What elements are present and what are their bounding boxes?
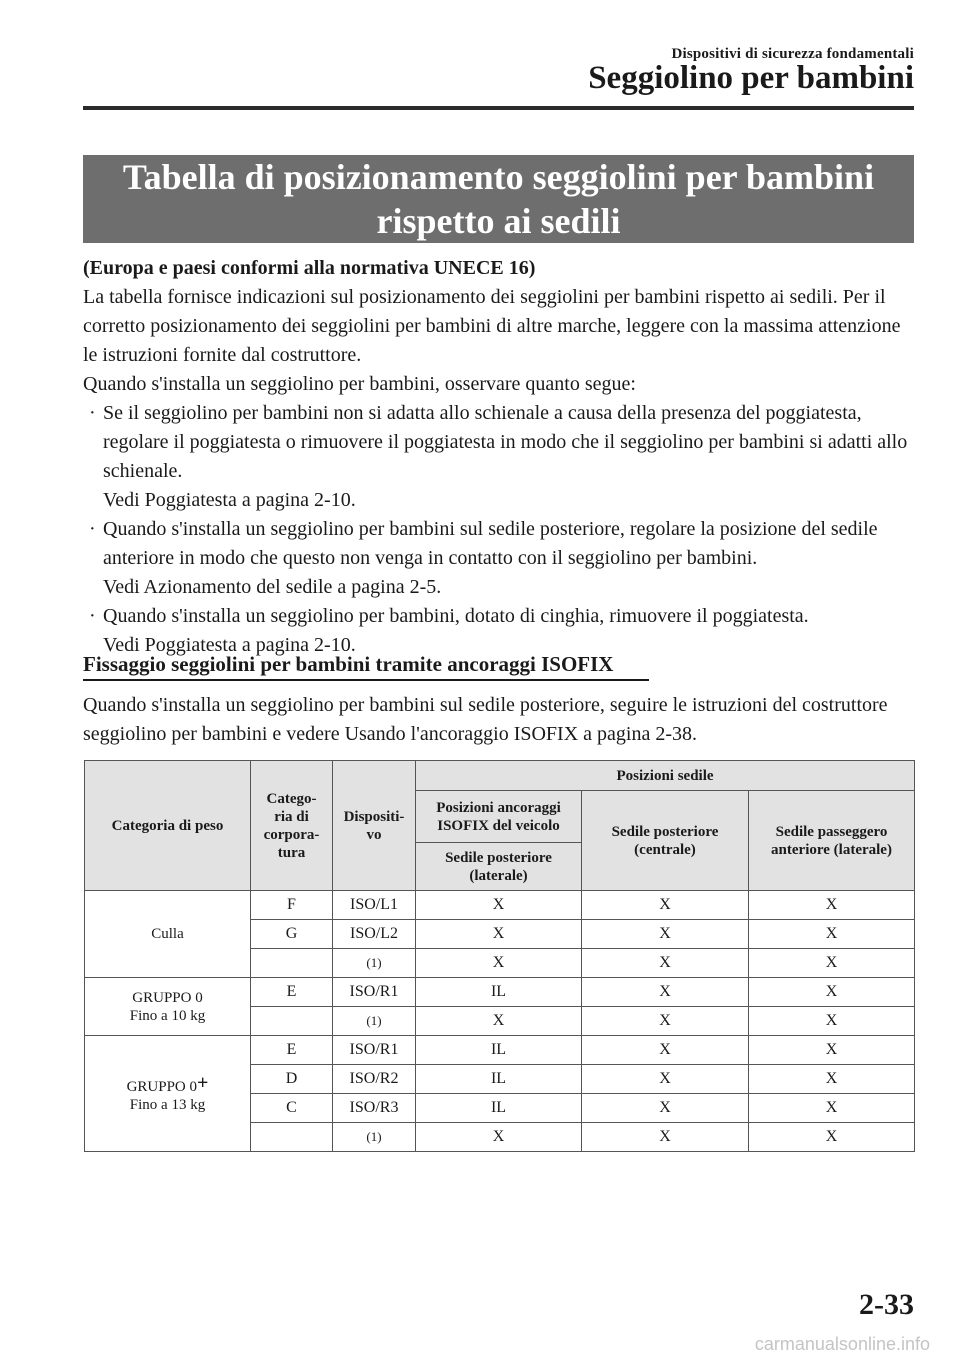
rear-center-cell: X [582, 1007, 749, 1036]
list-item [83, 515, 917, 602]
plus-sign: + [197, 1071, 209, 1094]
table-row [85, 978, 915, 1007]
front-cell: X [749, 1123, 915, 1152]
header-rear-lateral: Sedile posteriore (laterale) [416, 843, 582, 891]
rear-lateral-cell: X [416, 1123, 582, 1152]
bullet-dot: · [89, 402, 96, 424]
header-isofix-positions: Posizioni ancoraggi ISOFIX del veicolo [416, 791, 582, 843]
intro-block [83, 254, 917, 399]
size-cell [251, 1123, 333, 1152]
page-reference-link[interactable]: Vedi Azionamento del sedile a pagina 2-5. [103, 576, 442, 598]
chapter-header: Dispositivi di sicurezza fondamentali [671, 46, 914, 62]
group-name: GRUPPO 0 [126, 1078, 198, 1095]
device-cell: ISO/L2 [333, 920, 416, 949]
rear-center-cell: X [582, 949, 749, 978]
front-cell: X [749, 1007, 915, 1036]
rear-lateral-cell: X [416, 891, 582, 920]
instructions-lead: Quando s'installa un seggiolino per bambini, osservare quanto segue: [83, 373, 636, 395]
rear-center-cell: X [582, 978, 749, 1007]
rear-lateral-cell: X [416, 949, 582, 978]
list-item [83, 399, 917, 515]
header-rule [83, 106, 914, 110]
rear-center-cell: X [582, 1094, 749, 1123]
group-weight: Fino a 13 kg [129, 1096, 206, 1113]
front-cell: X [749, 920, 915, 949]
header-rear-center: Sedile posteriore (centrale) [582, 791, 749, 891]
size-cell [251, 1007, 333, 1036]
rear-lateral-cell: X [416, 1007, 582, 1036]
page-reference-link[interactable]: Vedi Poggiatesta a pagina 2-10. [103, 489, 356, 511]
rear-lateral-cell: IL [416, 1036, 582, 1065]
device-cell: (1) [333, 949, 416, 978]
front-cell: X [749, 891, 915, 920]
front-cell: X [749, 1065, 915, 1094]
rear-center-cell: X [582, 1036, 749, 1065]
header-size-category: Catego- ria di corpora- tura [251, 761, 333, 891]
table-row [85, 1036, 915, 1065]
header-weight-category: Categoria di peso [85, 761, 251, 891]
size-cell: E [251, 978, 333, 1007]
rear-center-cell: X [582, 1123, 749, 1152]
bullet-dot: · [89, 605, 96, 627]
group-cell [85, 978, 251, 1036]
rear-lateral-cell: IL [416, 978, 582, 1007]
device-cell: (1) [333, 1123, 416, 1152]
table-row [85, 891, 915, 920]
front-cell: X [749, 1094, 915, 1123]
list-item-text: Se il seggiolino per bambini non si adatta allo schienale a causa della presenza del poggiatesta, regolare il poggiatesta o rimuovere il poggiatesta in modo che il seggiolino per bambini si adatti allo schienale. [103, 402, 908, 482]
subsection-title: Fissaggio seggiolini per bambini tramite ancoraggi ISOFIX [83, 652, 614, 676]
intro-paragraph: La tabella fornisce indicazioni sul posizionamento dei seggiolini per bambini rispetto ai sedili. Per il corretto posizionamento dei seggiolini per bambini di altre marche, leggere con la massima attenzione le istruzioni fornite dal costruttore. [83, 286, 901, 366]
size-cell: C [251, 1094, 333, 1123]
group-name: GRUPPO 0 [132, 989, 203, 1006]
bullet-dot: · [89, 518, 96, 540]
rear-lateral-cell: IL [416, 1065, 582, 1094]
subsection-text: Quando s'installa un seggiolino per bambini sul sedile posteriore, seguire le istruzioni del costruttore seggiolino per bambini e vedere Usando l'ancoraggio ISOFIX a pagina 2-38. [83, 694, 888, 745]
device-cell: (1) [333, 1007, 416, 1036]
device-cell: ISO/R1 [333, 1036, 416, 1065]
rear-center-cell: X [582, 1065, 749, 1094]
bullet-list [83, 399, 917, 660]
section-title-banner: Tabella di posizionamento seggiolini per bambini rispetto ai sedili [83, 155, 914, 243]
device-cell: ISO/R1 [333, 978, 416, 1007]
list-item-text: Quando s'installa un seggiolino per bambini sul sedile posteriore, regolare la posizione del sedile anteriore in modo che questo non venga in contatto con il seggiolino per bambini. [103, 518, 878, 569]
list-item-text: Quando s'installa un seggiolino per bambini, dotato di cinghia, rimuovere il poggiatesta. [103, 605, 809, 627]
device-cell: ISO/R3 [333, 1094, 416, 1123]
isofix-table [84, 760, 915, 1152]
subsection-rule [83, 679, 649, 681]
size-cell: F [251, 891, 333, 920]
group-cell [85, 891, 251, 978]
front-cell: X [749, 978, 915, 1007]
front-cell: X [749, 1036, 915, 1065]
watermark: carmanualsonline.info [754, 1334, 930, 1354]
header-seat-positions: Posizioni sedile [416, 761, 915, 791]
front-cell: X [749, 949, 915, 978]
rear-center-cell: X [582, 891, 749, 920]
page-reference-link[interactable]: Vedi Poggiatesta a pagina 2-10. [103, 634, 356, 656]
rear-center-cell: X [582, 920, 749, 949]
size-cell [251, 949, 333, 978]
page-number: 2-33 [859, 1288, 914, 1321]
size-cell: G [251, 920, 333, 949]
size-cell: E [251, 1036, 333, 1065]
device-cell: ISO/R2 [333, 1065, 416, 1094]
device-cell: ISO/L1 [333, 891, 416, 920]
page-section-title: Seggiolino per bambini [588, 60, 914, 96]
group-name: Culla [151, 926, 184, 942]
rear-lateral-cell: X [416, 920, 582, 949]
group-weight: Fino a 10 kg [129, 1007, 206, 1024]
rear-lateral-cell: IL [416, 1094, 582, 1123]
size-cell: D [251, 1065, 333, 1094]
group-cell [85, 1036, 251, 1152]
header-device: Dispositi- vo [333, 761, 416, 891]
header-front-passenger: Sedile passeggero anteriore (laterale) [749, 791, 915, 891]
region-note: (Europa e paesi conformi alla normativa UNECE 16) [83, 257, 536, 279]
